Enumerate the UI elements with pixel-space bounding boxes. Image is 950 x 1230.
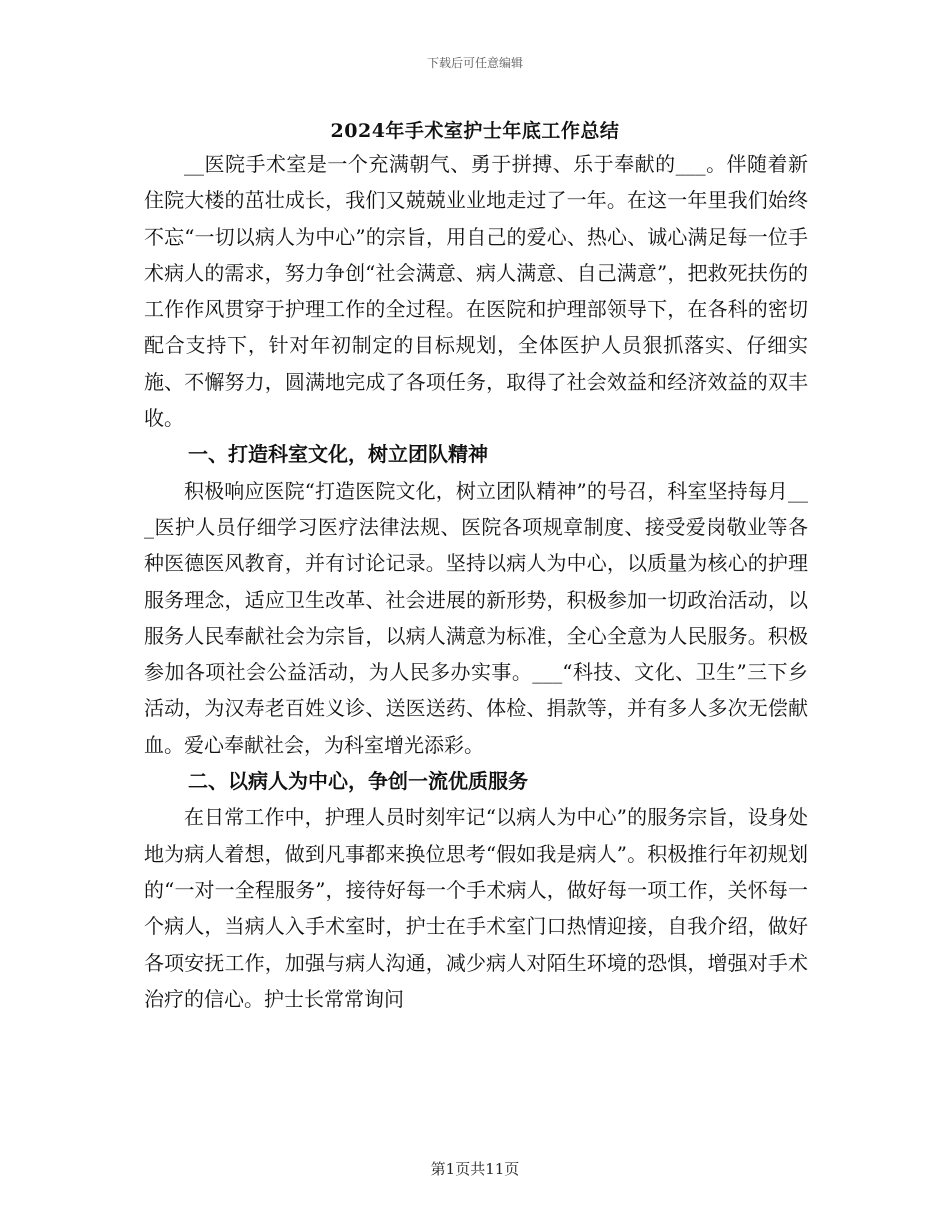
paragraph-intro: __医院手术室是一个充满朝气、勇于拼搏、乐于奉献的___。伴随着新住院大楼的茁壮成长，我们又兢兢业业地走过了一年。在这一年里我们始终不忘“一切以病人为中心”的宗旨，用自己的爱心、热心、诚心满足每一位手术病人的需求，努力争创“社会满意、病人满意、自己满意”，把救死扶伤的工作作风贯穿于护理工作的全过程。在医院和护理部领导下，在各科的密切配合支持下，针对年初制定的目标规划，全体医护人员狠抓落实、仔细实施、不懈努力，圆满地完成了各项任务，取得了社会效益和经济效益的双丰收。: [144, 152, 808, 431]
paragraph-section-2: 在日常工作中，护理人员时刻牢记“以病人为中心”的服务宗旨，设身处地为病人着想，做到凡事都来换位思考“假如我是病人”。积极推行年初规划的“一对一全程服务”，接待好每一个手术病人，做好每一项工作，关怀每一个病人，当病人入手术室时，护士在手术室门口热情迎接，自我介绍，做好各项安抚工作，加强与病人沟通，减少病人对陌生环境的恐惧，增强对手术治疗的信心。护士长常常询问: [144, 805, 808, 1011]
section-heading-1: 一、打造科室文化，树立团队精神: [188, 442, 488, 467]
page-footer: 第1页共11页: [430, 1160, 520, 1178]
document-body: [144, 146, 808, 1017]
section-heading-2: 二、以病人为中心，争创一流优质服务: [188, 769, 528, 794]
page-header-note: 下载后可任意编辑: [426, 56, 523, 70]
paragraph-section-1: 积极响应医院“打造医院文化，树立团队精神”的号召，科室坚持每月___医护人员仔细学习医疗法律法规、医院各项规章制度、接受爱岗敬业等各种医德医风教育，并有讨论记录。坚持以病人为中心，以质量为核心的护理服务理念，适应卫生改革、社会进展的新形势，积极参加一切政治活动，以服务人民奉献社会为宗旨，以病人满意为标准，全心全意为人民服务。积极参加各项社会公益活动，为人民多办实事。___“科技、文化、卫生”三下乡活动，为汉寿老百姓义诊、送医送药、体检、捐款等，并有多人多次无偿献血。爱心奉献社会，为科室增光添彩。: [144, 478, 808, 757]
document-title: 2024年手术室护士年底工作总结: [330, 120, 620, 142]
